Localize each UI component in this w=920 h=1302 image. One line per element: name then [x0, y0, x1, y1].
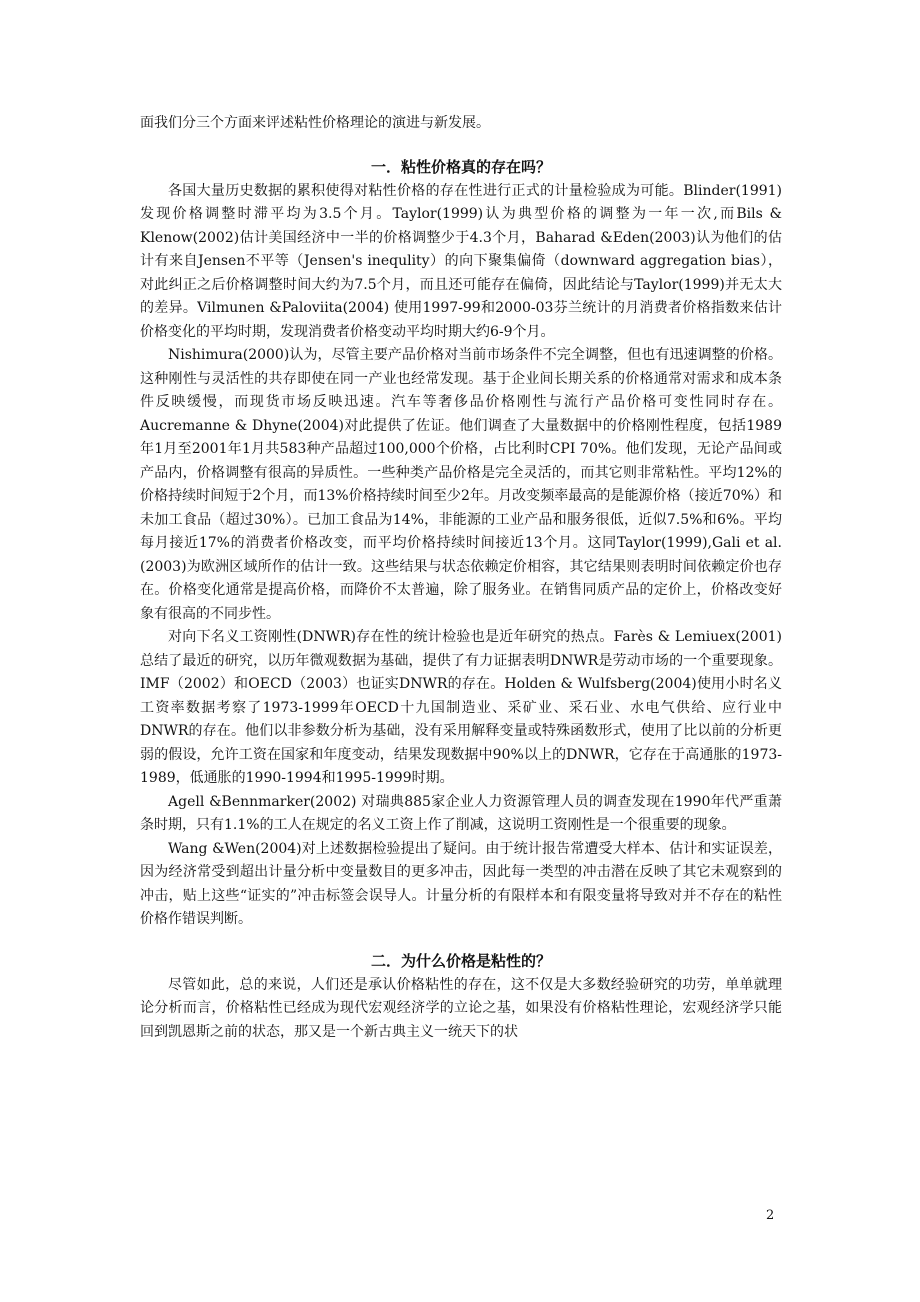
section-heading-2: 二．为什么价格是粘性的？ — [370, 951, 551, 970]
paragraph-1: 各国大量历史数据的累积使得对粘性价格的存在性进行正式的计量检验成为可能。Blinder(1991)发现价格调整时滞平均为3.5个月。Taylor(1999)认为典型价格的调整为一年一次,而Bils & Klenow(2002)估计美国经济中一半的价格调整少于4.3个月，Baharad &Eden(2003)认为他们的估计有来自Jensen不平等（Jensen's inequlity）的向下聚集偏倚（downward aggregation bias），对此纠正之后价格调整时间大约为7.5个月，而且还可能存在偏倚，因此结论与Taylor(1999)并无太大的差异。Vilmunen &Paloviita(2004) 使用1997-99和2000-03芬兰统计的月消费者价格指数来估计价格变化的平均时期，发现消费者价格变动平均时期大约6-9个月。 — [140, 182, 782, 340]
paragraph-6: 尽管如此，总的来说，人们还是承认价格粘性的存在，这不仅是大多数经验研究的功劳，单单就理论分析而言，价格粘性已经成为现代宏观经济学的立论之基，如果没有价格粘性理论，宏观经济学只能回到凯恩斯之前的状态，那又是一个新古典主义一统天下的状 — [140, 976, 782, 1040]
intro-paragraph: 面我们分三个方面来评述粘性价格理论的演进与新发展。 — [140, 115, 490, 131]
document-body — [140, 112, 782, 1044]
paragraph-5: Wang &Wen(2004)对上述数据检验提出了疑问。由于统计报告常遭受大样本、估计和实证误差，因为经济常受到超出计量分析中变量数目的更多冲击，因此每一类型的冲击潜在反映了其它未观察到的冲击，贴上这些“证实的”冲击标签会误导人。计量分析的有限样本和有限变量将导致对并不存在的粘性价格作错误判断。 — [140, 840, 782, 927]
section-heading-1: 一．粘性价格真的存在吗？ — [370, 157, 551, 176]
paragraph-3: 对向下名义工资刚性(DNWR)存在性的统计检验也是近年研究的热点。Farès & Lemiuex(2001)总结了最近的研究，以历年微观数据为基础，提供了有力证据表明DNWR是劳动市场的一个重要现象。IMF（2002）和OECD（2003）也证实DNWR的存在。Holden & Wulfsberg(2004)使用小时名义工资率数据考察了1973-1999年OECD十九国制造业、采矿业、采石业、水电气供给、应行业中DNWR的存在。他们以非参数分析为基础，没有采用解释变量或特殊函数形式，使用了比以前的分析更弱的假设，允许工资在国家和年度变动，结果发现数据中90%以上的DNWR，它存在于高通胀的1973-1989，低通胀的1990-1994和1995-1999时期。 — [140, 629, 782, 786]
paragraph-2: Nishimura(2000)认为，尽管主要产品价格对当前市场条件不完全调整，但也有迅速调整的价格。这种刚性与灵活性的共存即使在同一产业也经常发现。基于企业间长期关系的价格通常对需求和成本条件反映缓慢，而现货市场反映迅速。汽车等奢侈品价格刚性与流行产品价格可变性同时存在。Aucremanne & Dhyne(2004)对此提供了佐证。他们调查了大量数据中的价格刚性程度，包括1989年1月至2001年1月共583种产品超过100,000个价格，占比利时CPI 70%。他们发现，无论产品间或产品内，价格调整有很高的异质性。一些种类产品价格是完全灵活的，而其它则非常粘性。平均12%的价格持续时间短于2个月，而13%价格持续时间至少2年。月改变频率最高的是能源价格（接近70%）和未加工食品（超过30%）。已加工食品为14%，非能源的工业产品和服务很低，近似7.5%和6%。平均每月接近17%的消费者价格改变，而平均价格持续时间接近13个月。这同Taylor(1999),Gali et al.(2003)为欧洲区域所作的估计一致。这些结果与状态依赖定价相容，其它结果则表明时间依赖定价也存在。价格变化通常是提高价格，而降价不太普遍，除了服务业。在销售同质产品的定价上，价格改变好象有很高的不同步性。 — [140, 347, 782, 622]
page-number: 2 — [766, 1208, 775, 1223]
paragraph-4: Agell &Bennmarker(2002) 对瑞典885家企业人力资源管理人员的调查发现在1990年代严重萧条时期，只有1.1%的工人在规定的名义工资上作了削减，这说明工资刚性是一个很重要的现象。 — [140, 793, 782, 833]
